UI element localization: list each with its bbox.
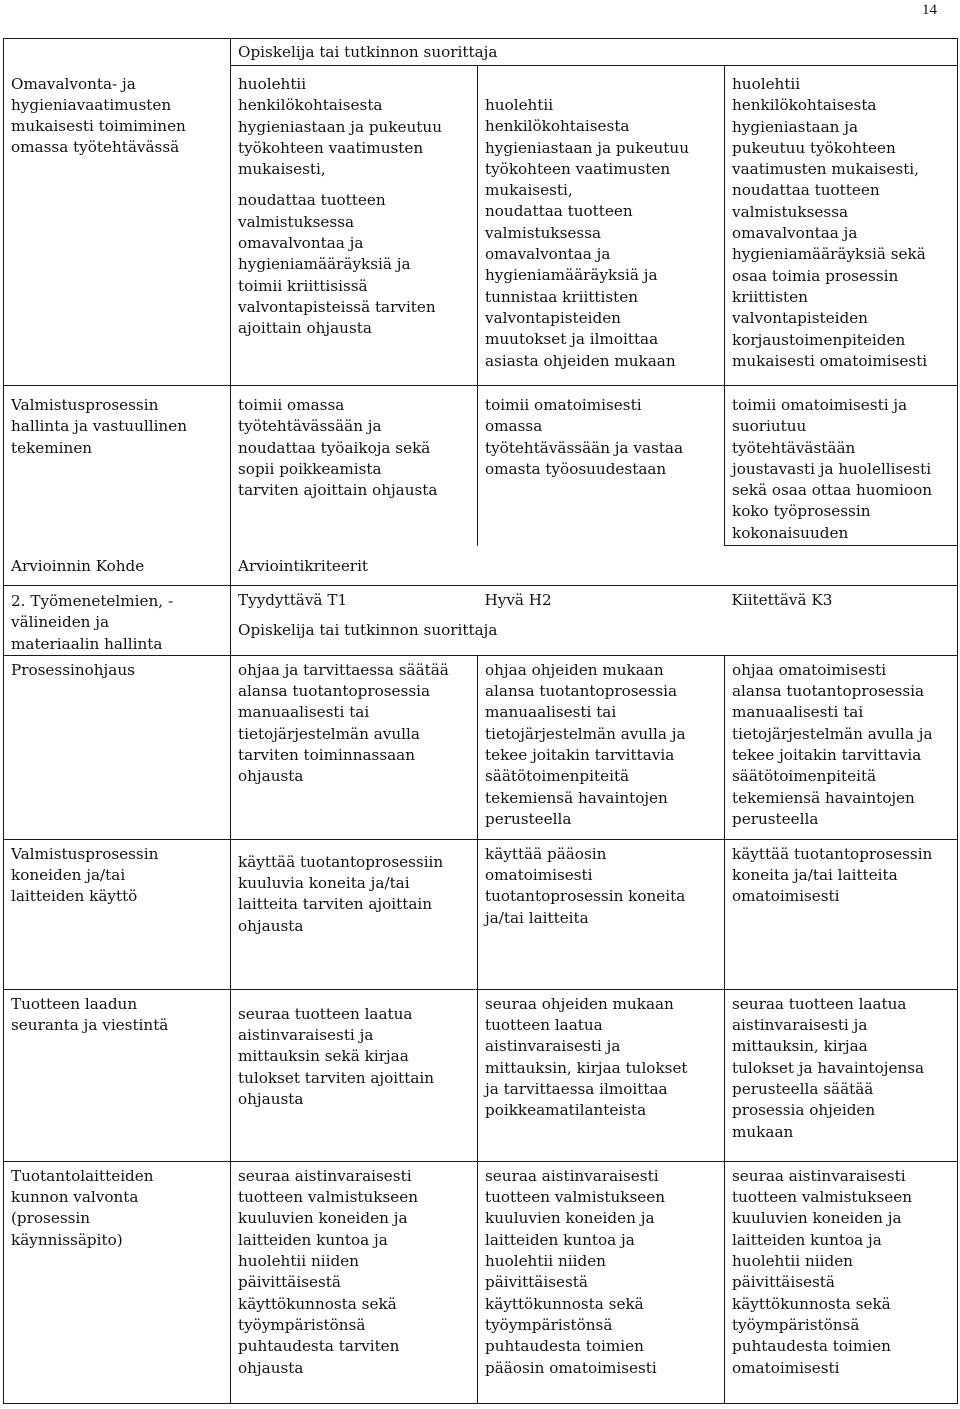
table-header-row bbox=[4, 39, 958, 66]
table-row bbox=[4, 839, 958, 989]
grade-k3-label: Kiitettävä K3 bbox=[725, 586, 958, 621]
cell-responsibility-h2: toimii omatoimisesti omassa työtehtävässään ja vastaa omasta työosuudestaan bbox=[478, 386, 725, 546]
grade-h2-label: Hyvä H2 bbox=[478, 586, 725, 621]
assessment-table bbox=[3, 38, 958, 1404]
cell-hygiene-k3: huolehtii henkilökohtaisesta hygieniastaan ja pukeutuu työkohteen vaatimusten mukaisesti, noudattaa tuotteen valmistuksessa omavalvontaa ja hygieniamääräyksiä sekä osaa toimia prosessin kriittisten valvontapisteiden korjaustoimenpiteiden mukaisesti omatoimisesti bbox=[725, 66, 958, 386]
table-row bbox=[4, 655, 958, 839]
cell-equipment-monitoring-t1: seuraa aistinvaraisesti tuotteen valmistukseen kuuluvien koneiden ja laitteiden kuntoa ja huolehtii niiden päivittäisestä käyttökunnosta sekä työympäristönsä puhtaudesta tarviten ohjausta bbox=[231, 1161, 478, 1403]
assessment-target-label: Arvioinnin Kohde bbox=[4, 546, 231, 586]
cell-quality-k3: seuraa tuotteen laatua aistinvaraisesti ja mittauksin, kirjaa tulokset ja havaintojensa perusteella säätää prosessia ohjeiden mukaan bbox=[725, 989, 958, 1161]
table-row bbox=[4, 1161, 958, 1403]
cell-machine-use-h2: käyttää pääosin omatoimisesti tuotantoprosessin koneita ja/tai laitteita bbox=[478, 839, 725, 989]
row-label-machine-use: Valmistusprosessin koneiden ja/tai laitteiden käyttö bbox=[4, 839, 231, 989]
grade-t1-label: Tyydyttävä T1 bbox=[231, 586, 478, 621]
row-label-hygiene: Omavalvonta- ja hygieniavaatimusten mukaisesti toimiminen omassa työtehtävässä bbox=[4, 66, 231, 386]
table-row-responsibility bbox=[4, 386, 958, 546]
table-row bbox=[4, 989, 958, 1161]
row-label-process-control: Prosessinohjaus bbox=[4, 655, 231, 839]
criteria-header-row bbox=[4, 546, 958, 586]
cell-machine-use-t1: käyttää tuotantoprosessiin kuuluvia koneita ja/tai laitteita tarviten ajoittain ohjausta bbox=[231, 839, 478, 989]
cell-hygiene-t1-part1: huolehtii henkilökohtaisesta hygieniastaan ja pukeutuu työkohteen vaatimusten mukaisesti, bbox=[238, 75, 442, 179]
cell-hygiene-t1-part2: noudattaa tuotteen valmistuksessa omavalvontaa ja hygieniamääräyksiä ja toimii kriittisissä valvontapisteissä tarviten ajoittain ohjausta bbox=[238, 191, 436, 338]
section-title: 2. Työmenetelmien, - välineiden ja materiaalin hallinta bbox=[4, 586, 231, 656]
table-row-hygiene bbox=[4, 66, 958, 386]
cell-quality-h2: seuraa ohjeiden mukaan tuotteen laatua aistinvaraisesti ja mittauksin, kirjaa tulokset ja tarvittaessa ilmoittaa poikkeamatilanteista bbox=[478, 989, 725, 1161]
header-empty-cell bbox=[4, 39, 231, 66]
grade-header-row bbox=[4, 586, 958, 621]
cell-process-control-t1: ohjaa ja tarvittaessa säätää alansa tuotantoprosessia manuaalisesti tai tietojärjestelmän avulla tarviten toiminnassaan ohjausta bbox=[231, 655, 478, 839]
row-label-responsibility: Valmistusprosessin hallinta ja vastuullinen tekeminen bbox=[4, 386, 231, 546]
header-student-label: Opiskelija tai tutkinnon suorittaja bbox=[231, 39, 958, 66]
row-label-quality: Tuotteen laadun seuranta ja viestintä bbox=[4, 989, 231, 1161]
cell-machine-use-k3: käyttää tuotantoprosessin koneita ja/tai laitteita omatoimisesti bbox=[725, 839, 958, 989]
grade-student-label: Opiskelija tai tutkinnon suorittaja bbox=[231, 620, 958, 655]
cell-process-control-k3: ohjaa omatoimisesti alansa tuotantoprosessia manuaalisesti tai tietojärjestelmän avulla ja tekee joitakin tarvittavia säätötoimenpiteitä tekemiensä havaintojen perusteella bbox=[725, 655, 958, 839]
cell-hygiene-t1 bbox=[231, 66, 478, 386]
page-number: 14 bbox=[922, 2, 937, 18]
cell-process-control-h2: ohjaa ohjeiden mukaan alansa tuotantoprosessia manuaalisesti tai tietojärjestelmän avulla ja tekee joitakin tarvittavia säätötoimenpiteitä tekemiensä havaintojen perusteella bbox=[478, 655, 725, 839]
cell-hygiene-h2: huolehtii henkilökohtaisesta hygieniastaan ja pukeutuu työkohteen vaatimusten mukaisesti, noudattaa tuotteen valmistuksessa omavalvontaa ja hygieniamääräyksiä ja tunnistaa kriittisten valvontapisteiden muutokset ja ilmoittaa asiasta ohjeiden mukaan bbox=[478, 66, 725, 386]
assessment-criteria-label: Arviointikriteerit bbox=[231, 546, 958, 586]
cell-responsibility-t1: toimii omassa työtehtävässään ja noudattaa työaikoja sekä sopii poikkeamista tarviten ajoittain ohjausta bbox=[231, 386, 478, 546]
cell-equipment-monitoring-h2: seuraa aistinvaraisesti tuotteen valmistukseen kuuluvien koneiden ja laitteiden kuntoa ja huolehtii niiden päivittäisestä käyttökunnosta sekä työympäristönsä puhtaudesta toimien pääosin omatoimisesti bbox=[478, 1161, 725, 1403]
row-label-equipment-monitoring: Tuotantolaitteiden kunnon valvonta (prosessin käynnissäpito) bbox=[4, 1161, 231, 1403]
cell-responsibility-k3: toimii omatoimisesti ja suoriutuu työtehtävästään joustavasti ja huolellisesti sekä osaa ottaa huomioon koko työprosessin kokonaisuuden bbox=[725, 386, 958, 546]
cell-quality-t1: seuraa tuotteen laatua aistinvaraisesti ja mittauksin sekä kirjaa tulokset tarviten ajoittain ohjausta bbox=[231, 989, 478, 1161]
cell-equipment-monitoring-k3: seuraa aistinvaraisesti tuotteen valmistukseen kuuluvien koneiden ja laitteiden kuntoa ja huolehtii niiden päivittäisestä käyttökunnosta sekä työympäristönsä puhtaudesta toimien omatoimisesti bbox=[725, 1161, 958, 1403]
